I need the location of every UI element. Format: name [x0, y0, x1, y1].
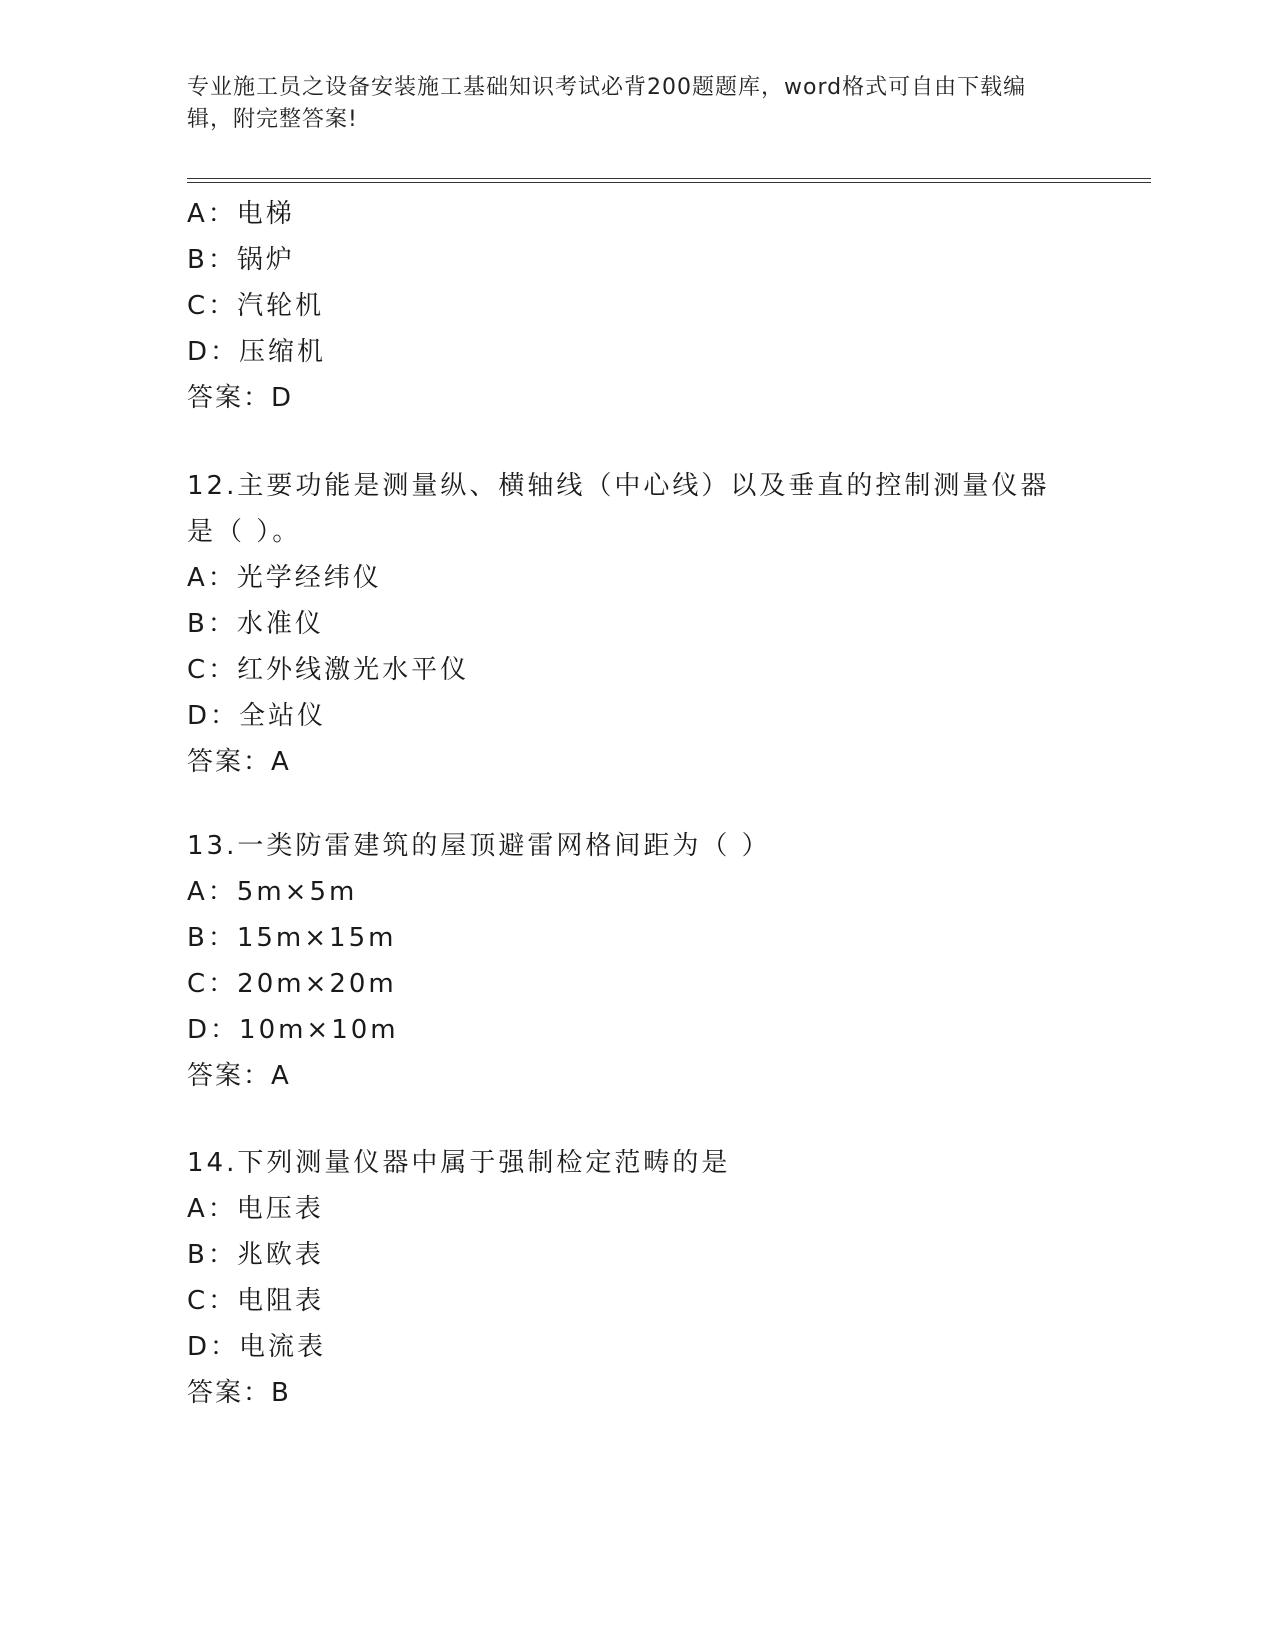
page-title: 专业施工员之设备安装施工基础知识考试必背200题题库，word格式可自由下载编辑，附完整答案!	[187, 75, 1027, 132]
question-text: 14.下列测量仪器中属于强制检定范畴的是	[187, 1148, 731, 1178]
question-block-14	[187, 1140, 1087, 1416]
option-a: A：电梯	[187, 199, 295, 229]
option-c: C：20m×20m	[187, 969, 397, 999]
answer-value: B	[271, 1378, 290, 1408]
answer-line	[187, 375, 1087, 421]
question-text: 12.主要功能是测量纵、横轴线（中心线）以及垂直的控制测量仪器是（ ）。	[187, 471, 1050, 547]
question-block-12	[187, 463, 1087, 785]
answer-value: A	[271, 1061, 290, 1091]
answer-value: D	[271, 383, 293, 413]
answer-line	[187, 739, 1087, 785]
question-block-13	[187, 823, 1087, 1099]
option-d: D：电流表	[187, 1332, 327, 1362]
answer-label: 答案：	[187, 1378, 272, 1408]
option-a: A：电压表	[187, 1194, 324, 1224]
option-d: D：全站仪	[187, 701, 327, 731]
answer-label: 答案：	[187, 383, 272, 413]
option-d: D：压缩机	[187, 337, 327, 367]
option-b: B：15m×15m	[187, 923, 397, 953]
answer-line	[187, 1370, 1087, 1416]
header-divider	[187, 178, 1151, 179]
option-a: A：光学经纬仪	[187, 563, 382, 593]
option-b: B：水准仪	[187, 609, 324, 639]
question-text: 13.一类防雷建筑的屋顶避雷网格间距为（ ）	[187, 831, 771, 861]
option-b: B：锅炉	[187, 245, 295, 275]
option-d: D：10m×10m	[187, 1015, 399, 1045]
option-b: B：兆欧表	[187, 1240, 324, 1270]
option-a: A：5m×5m	[187, 877, 358, 907]
answer-label: 答案：	[187, 747, 272, 777]
answer-line	[187, 1053, 1087, 1099]
question-block-11	[187, 191, 1087, 421]
option-c: C：红外线激光水平仪	[187, 655, 470, 685]
answer-value: A	[271, 747, 290, 777]
option-c: C：汽轮机	[187, 291, 325, 321]
header-divider-double	[187, 182, 1151, 183]
option-c: C：电阻表	[187, 1286, 325, 1316]
answer-label: 答案：	[187, 1061, 272, 1091]
